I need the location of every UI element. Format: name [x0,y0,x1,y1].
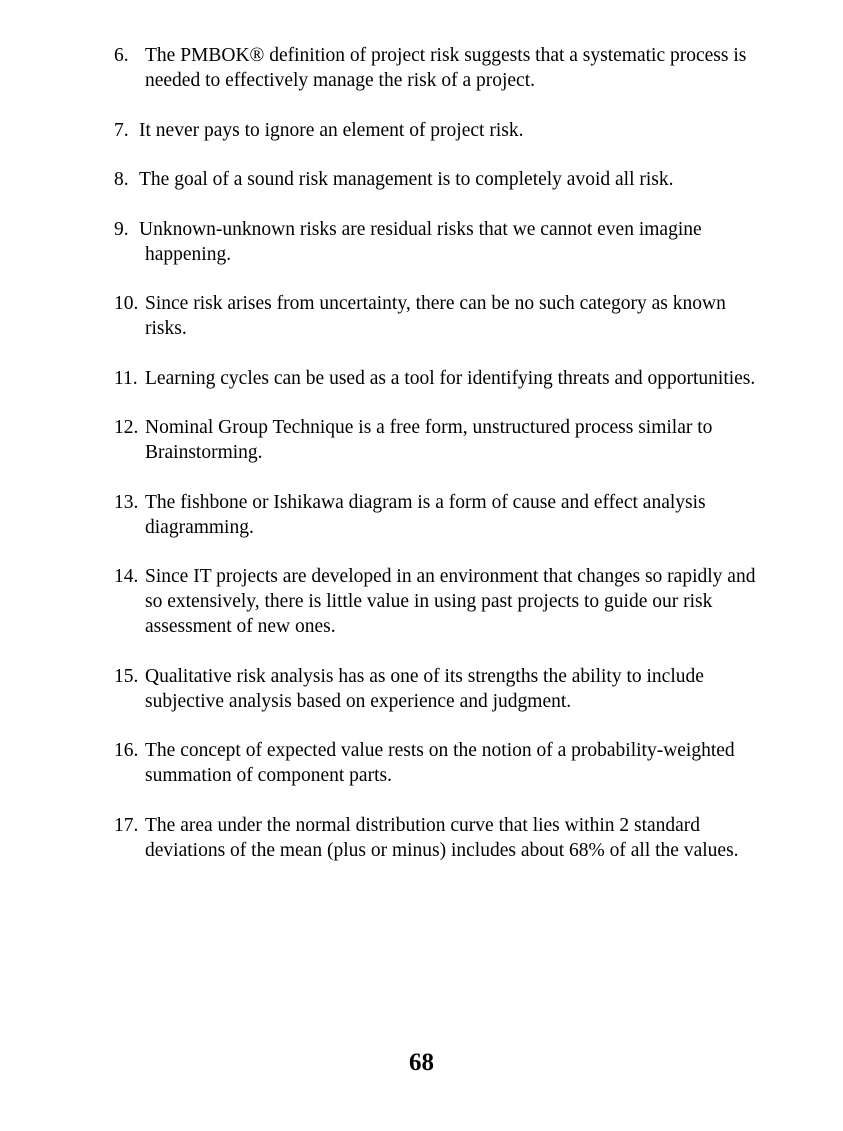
question-number: 17. [114,814,139,836]
question-text: The concept of expected value rests on the notion of a probability-weighted summation of component parts. [145,740,735,786]
question-item [114,664,764,714]
question-text: Learning cycles can be used as a tool for identifying threats and opportunities. [145,367,756,389]
question-text: It never pays to ignore an element of project risk. [139,119,524,141]
question-text: The goal of a sound risk management is to completely avoid all risk. [139,169,674,190]
question-item [114,490,764,540]
question-text: The PMBOK® definition of project risk suggests that a systematic process is needed to effectively manage the risk of a project. [145,45,747,91]
question-number: 8. [114,169,129,190]
question-number: 14. [114,566,139,587]
question-text: The area under the normal distribution curve that lies within 2 standard deviations of the mean (plus or minus) includes about 68% of all the values. [145,814,739,861]
question-number: 12. [114,417,139,438]
question-number: 13. [114,491,139,513]
question-item [114,415,764,465]
question-text: The fishbone or Ishikawa diagram is a form of cause and effect analysis diagramming. [145,491,706,538]
question-number: 15. [114,665,139,687]
question-number: 7. [114,119,129,141]
question-text: Qualitative risk analysis has as one of its strengths the ability to include subjective analysis based on experience and judgment. [145,665,704,712]
question-text: Unknown-unknown risks are residual risks that we cannot even imagine happening. [139,218,702,265]
question-number: 9. [114,218,129,240]
question-item [114,738,764,788]
page-number: 68 [409,1049,434,1076]
question-text: Nominal Group Technique is a free form, unstructured process similar to Brainstorming. [145,417,713,463]
question-number: 11. [114,367,138,389]
question-item [114,217,764,267]
question-item [114,291,764,341]
question-item [114,167,764,192]
question-item [114,118,764,143]
question-number: 16. [114,740,139,761]
question-text: Since IT projects are developed in an environment that changes so rapidly and so extensively, there is little value in using past projects to guide our risk assessment of new ones. [145,566,756,637]
question-item [114,564,764,639]
question-text: Since risk arises from uncertainty, there can be no such category as known risks. [145,293,726,339]
question-item [114,813,764,863]
question-number: 10. [114,293,139,314]
question-item [114,366,764,391]
question-list [114,43,764,887]
question-number: 6. [114,45,129,66]
question-item [114,43,764,93]
